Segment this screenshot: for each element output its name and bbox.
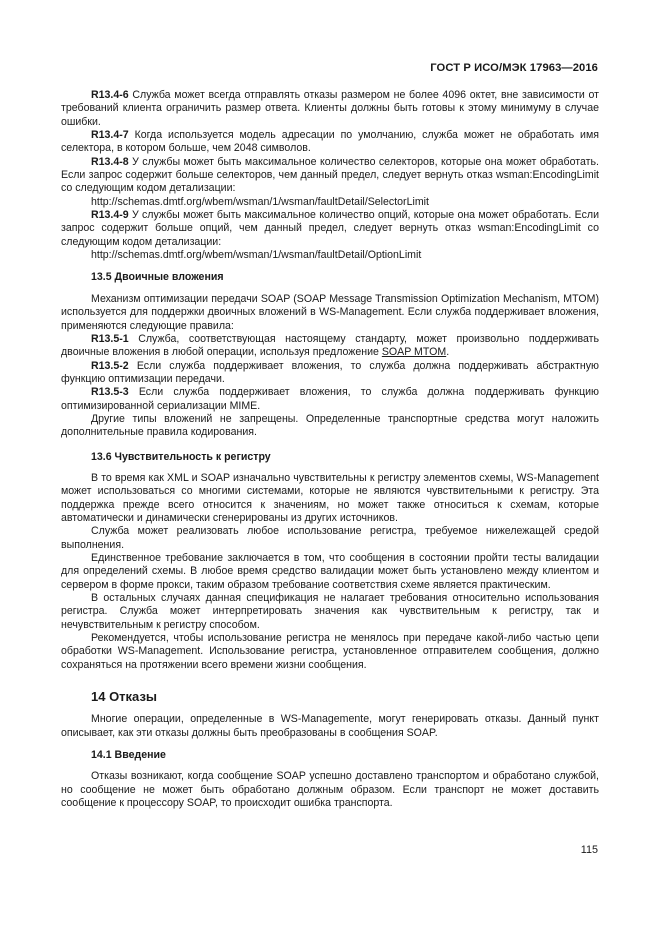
- rule-text: Если служба поддерживает вложения, то служба должна поддерживать абстрактную функцию оптимизации передачи.: [61, 359, 599, 385]
- rule-r13-4-7: [61, 129, 599, 156]
- document-body: [61, 89, 599, 811]
- rule-text: У службы может быть максимальное количество опций, которые она может обработать. Если запрос содержит больше опций, чем данный предел, следует вернуть отказ wsman:EncodingLimit со следующим кодом детализации:: [61, 209, 599, 248]
- document-header: ГОСТ Р ИСО/МЭК 17963—2016: [430, 62, 598, 74]
- rule-r13-5-2: [61, 360, 599, 387]
- paragraph-case-3: Единственное требование заключается в том, что сообщения в состоянии пройти тесты валидации для определений схемы. В любое время средство валидации может быть установлено между клиентом и сервером в форме прокси, таким образом требование соответствия схеме является практическим.: [61, 552, 599, 591]
- rule-r13-4-8: [61, 156, 599, 196]
- rule-r13-4-9: [61, 209, 599, 249]
- soap-mtom-link[interactable]: SOAP MTOM: [381, 346, 447, 359]
- section-heading-14: 14 Отказы: [91, 689, 158, 705]
- rule-text: У службы может быть максимальное количество селекторов, которые она может обработать. Если запрос содержит больше селекторов, чем данный предел, следует вернуть отказ wsman:EncodingLimit со следующим кодом детализации:: [61, 155, 599, 195]
- paragraph-mtom-intro: Механизм оптимизации передачи SOAP (SOAP Message Transmission Optimization Mechanism, MTOM) используется для поддержки двоичных вложений в WS-Management. Если служба поддерживает вложения, применяются следующие правила:: [61, 292, 599, 332]
- rule-id: R13.5-3: [91, 386, 129, 399]
- rule-id: R13.4-7: [91, 129, 129, 142]
- paragraph-attachments-outro: Другие типы вложений не запрещены. Определенные транспортные средства могут наложить дополнительные правила кодирования.: [61, 412, 599, 439]
- rule-id: R13.4-9: [91, 209, 129, 222]
- section-heading-14-1: 14.1 Введение: [91, 749, 166, 762]
- rule-text-end: .: [446, 346, 450, 359]
- paragraph-case-2: Служба может реализовать любое использование регистра, требуемое нижележащей средой выполнения.: [61, 525, 599, 551]
- section-heading-13-5: 13.5 Двоичные вложения: [91, 271, 224, 284]
- rule-id: R13.5-2: [91, 359, 129, 372]
- rule-text: Служба может всегда отправлять отказы размером не более 4096 октет, вне зависимости от требований клиента ограничить размер ответа. Клиенты должны быть готовы к этому минимуму в случае ошибки.: [61, 89, 599, 128]
- rule-text: Служба, соответствующая настоящему стандарту, может произвольно поддерживать двоичные вложения в любой операции, используя предложение: [61, 332, 599, 359]
- section-heading-13-6: 13.6 Чувствительность к регистру: [91, 450, 271, 463]
- paragraph-faults-intro: Многие операции, определенные в WS-Managemente, могут генерировать отказы. Данный пункт описывает, как эти отказы должны быть преобразованы в сообщения SOAP.: [61, 713, 599, 739]
- page-number: 115: [580, 844, 598, 856]
- rule-id: R13.4-6: [91, 89, 129, 101]
- rule-id: R13.5-1: [91, 332, 129, 345]
- paragraph-case-1: В то время как XML и SOAP изначально чувствительны к регистру элементов схемы, WS-Management может использоваться со многими системами, которые не являются чувствительными к регистру. Эта поддержка прежде всего относится к значениям, но может также относиться к схемам, которые автоматически и динамически сгенерированы из других источников.: [61, 471, 599, 524]
- rule-r13-5-3: [61, 386, 599, 413]
- fault-detail-url-option-limit: http://schemas.dmtf.org/wbem/wsman/1/wsman/faultDetail/OptionLimit: [91, 249, 422, 262]
- rule-text: Когда используется модель адресации по умолчанию, служба может не обработать имя селектора, в котором больше, чем 2048 символов.: [61, 129, 599, 155]
- rule-r13-5-1: [61, 333, 599, 360]
- rule-r13-4-6: [61, 89, 599, 129]
- paragraph-faults-introduction: Отказы возникают, когда сообщение SOAP успешно доставлено транспортом и обработано службой, но сообщение не может быть обработано должным образом. Если транспорт не может доставить сообщение к процессору SOAP, то происходит ошибка транспорта.: [61, 770, 599, 810]
- rule-id: R13.4-8: [91, 155, 129, 168]
- rule-text: Если служба поддерживает вложения, то служба должна поддерживать функцию оптимизированной сериализации MIME.: [61, 386, 599, 412]
- paragraph-case-5: Рекомендуется, чтобы использование регистра не менялось при передаче какой-либо частью цепи обработки WS-Management. Использование регистра, установленное отправителем сообщения, должно сохраняться на протяжении всего времени жизни сообщения.: [61, 632, 599, 671]
- paragraph-case-4: В остальных случаях данная спецификация не налагает требования относительно использования регистра. Служба может интерпретировать значения как чувствительным к регистру, так и нечувствительным к регистру способом.: [61, 592, 599, 631]
- fault-detail-url-selector-limit: http://schemas.dmtf.org/wbem/wsman/1/wsman/faultDetail/SelectorLimit: [91, 195, 429, 208]
